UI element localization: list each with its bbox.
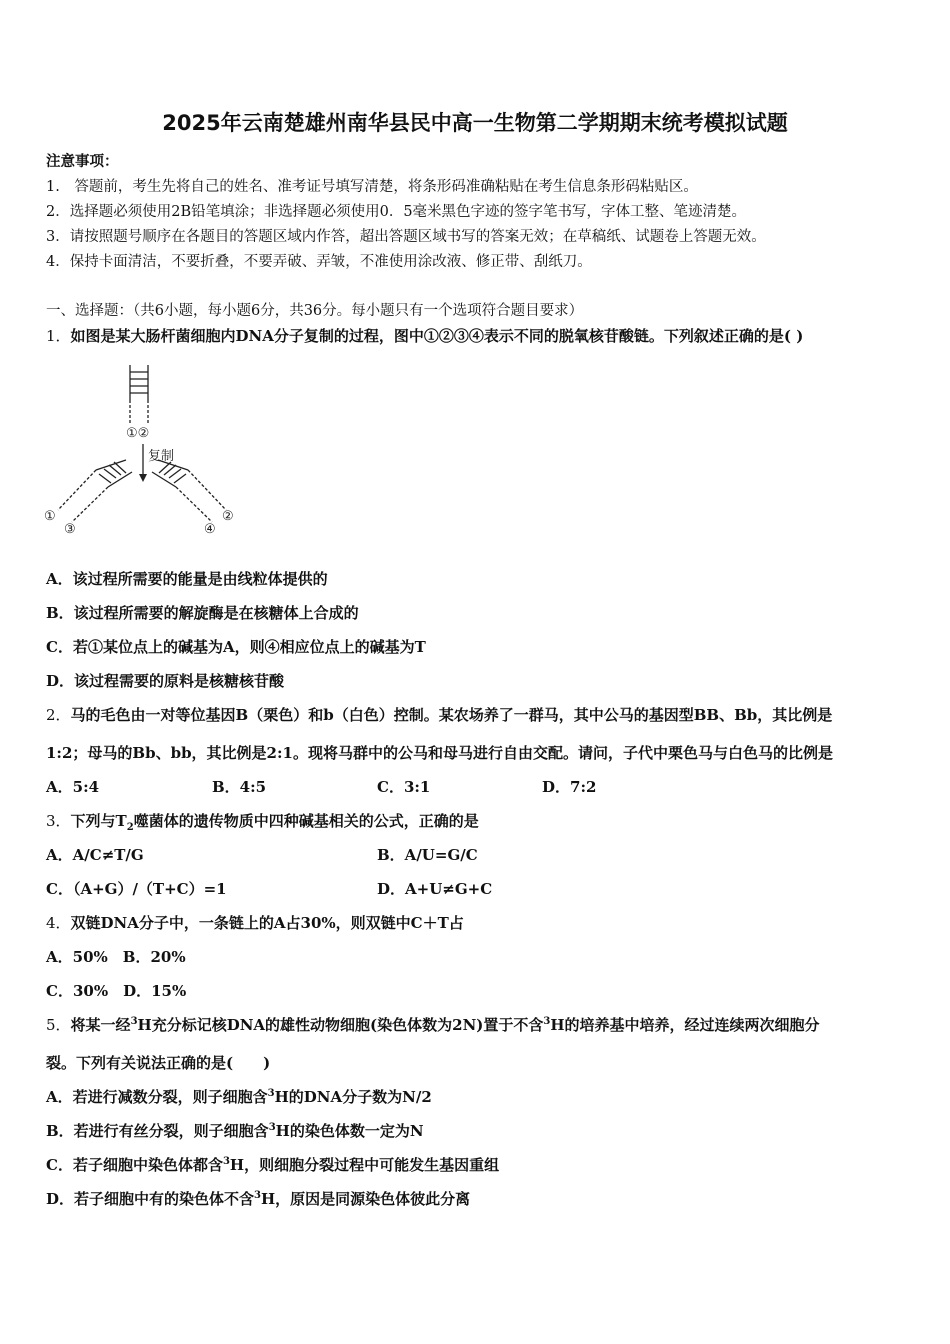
q5-sup-1: 3 <box>130 1016 138 1027</box>
q2-text-1: 马的毛色由一对等位基因B（栗色）和b（白色）控制。某农场养了一群马，其中公马的基因型BB、Bb，其比例是 <box>70 706 833 724</box>
q1-number: 1． <box>46 327 71 345</box>
q5-number: 5． <box>46 1016 71 1034</box>
q5-option-c-text-1: C．若子细胞中染色体都含 <box>46 1156 223 1174</box>
figure-label-top: ①② <box>126 426 150 441</box>
q2-option-a: A．5:4 <box>46 778 100 796</box>
q4-number: 4． <box>46 914 71 932</box>
q3-option-c: C．（A+G）/（T+C）=1 <box>46 880 227 898</box>
q2-stem-line2: 1:2；母马的Bb、bb，其比例是2:1。现将马群中的公马和母马进行自由交配。请问，子代中栗色马与白色马的比例是 <box>46 744 833 762</box>
q2-option-d: D．7:2 <box>542 778 597 796</box>
q1-option-d: D．该过程需要的原料是核糖核苷酸 <box>46 672 285 690</box>
q5-option-a-text-1: A．若进行减数分裂，则子细胞含 <box>46 1088 268 1106</box>
q5-option-d <box>46 1189 470 1209</box>
figure-label-arrow: 复制 <box>148 449 175 464</box>
q3-stem <box>46 811 479 831</box>
q5-option-a-sup: 3 <box>267 1088 275 1099</box>
q3-text-pre: 下列与T <box>70 812 127 830</box>
q5-option-c <box>46 1155 499 1175</box>
q3-text-post: 噬菌体的遗传物质中四种碱基相关的公式，正确的是 <box>133 812 479 830</box>
arrow-head-icon <box>139 474 147 482</box>
q1-option-b: B．该过程所需要的解旋酶是在核糖体上合成的 <box>46 604 359 622</box>
q4-text: 双链DNA分子中，一条链上的A占30%，则双链中C＋T占 <box>70 914 464 932</box>
section-heading: 一、选择题：（共6小题，每小题6分，共36分。每小题只有一个选项符合题目要求） <box>46 303 584 319</box>
q3-subscript: 2 <box>126 822 134 833</box>
q5-text-1a: 将某一经 <box>70 1016 131 1034</box>
q4-stem <box>46 913 464 933</box>
q2-option-c: C．3:1 <box>377 778 431 796</box>
figure-label-right-a: ② <box>222 509 234 524</box>
q5-option-a <box>46 1087 432 1107</box>
q5-option-a-text-2: H的DNA分子数为N/2 <box>274 1088 432 1106</box>
q3-option-d: D．A+U≠G+C <box>377 880 493 898</box>
q1-stem <box>46 326 803 346</box>
notice-item-3: 3．请按照题号顺序在各题目的答题区域内作答，超出答题区域书写的答案无效；在草稿纸、试题卷上答题无效。 <box>46 229 766 245</box>
dna-replication-figure <box>40 362 260 544</box>
notice-item-2: 2．选择题必须使用2B铅笔填涂；非选择题必须使用0．5毫米黑色字迹的签字笔书写，字体工整、笔迹清楚。 <box>46 204 747 220</box>
q5-option-b-text-2: H的染色体数一定为N <box>275 1122 424 1140</box>
notice-heading: 注意事项： <box>46 153 119 170</box>
figure-label-right-b: ④ <box>204 522 216 537</box>
q4-options-row1: A．50% B．20% <box>46 948 186 966</box>
q5-option-c-text-2: H，则细胞分裂过程中可能发生基因重组 <box>229 1156 500 1174</box>
q5-text-1b: H充分标记核DNA的雄性动物细胞(染色体数为2N)置于不含 <box>137 1016 544 1034</box>
q1-option-c: C．若①某位点上的碱基为A，则④相应位点上的碱基为T <box>46 638 426 656</box>
q5-option-d-sup: 3 <box>254 1190 261 1201</box>
q5-stem-line2: 裂。下列有关说法正确的是( ) <box>46 1054 271 1072</box>
q5-option-c-sup: 3 <box>222 1156 230 1167</box>
q5-option-d-text-2: H，原因是同源染色体彼此分离 <box>260 1190 471 1208</box>
notice-item-1: 1. 答题前，考生先将自己的姓名、准考证号填写清楚，将条形码准确粘贴在考生信息条形码粘贴区。 <box>46 179 698 195</box>
figure-label-left-a: ① <box>44 509 56 524</box>
q1-text: 如图是某大肠杆菌细胞内DNA分子复制的过程，图中①②③④表示不同的脱氧核苷酸链。下列叙述正确的是( ) <box>70 327 804 345</box>
q5-sup-2: 3 <box>543 1016 551 1027</box>
q5-stem-line1 <box>46 1015 820 1035</box>
q3-option-a: A．A/C≠T/G <box>46 846 144 864</box>
q2-number: 2． <box>46 706 71 724</box>
notice-item-4: 4．保持卡面清洁，不要折叠，不要弄破、弄皱，不准使用涂改液、修正带、刮纸刀。 <box>46 254 592 270</box>
q5-text-1c: H的培养基中培养，经过连续两次细胞分 <box>550 1016 820 1034</box>
q4-options-row2: C．30% D．15% <box>46 982 187 1000</box>
q5-option-b-text-1: B．若进行有丝分裂，则子细胞含 <box>46 1122 269 1140</box>
q3-option-b: B．A/U=G/C <box>377 846 478 864</box>
q2-stem-line1 <box>46 705 832 725</box>
page-title: 2025年云南楚雄州南华县民中高一生物第二学期期末统考模拟试题 <box>162 111 788 135</box>
q3-number: 3． <box>46 812 71 830</box>
q5-option-d-text-1: D．若子细胞中有的染色体不含 <box>46 1190 255 1208</box>
q5-option-b <box>46 1121 424 1141</box>
q5-option-b-sup: 3 <box>268 1122 276 1133</box>
figure-label-left-b: ③ <box>64 522 76 537</box>
q2-option-b: B．4:5 <box>212 778 267 796</box>
q1-option-a: A．该过程所需要的能量是由线粒体提供的 <box>46 570 328 588</box>
